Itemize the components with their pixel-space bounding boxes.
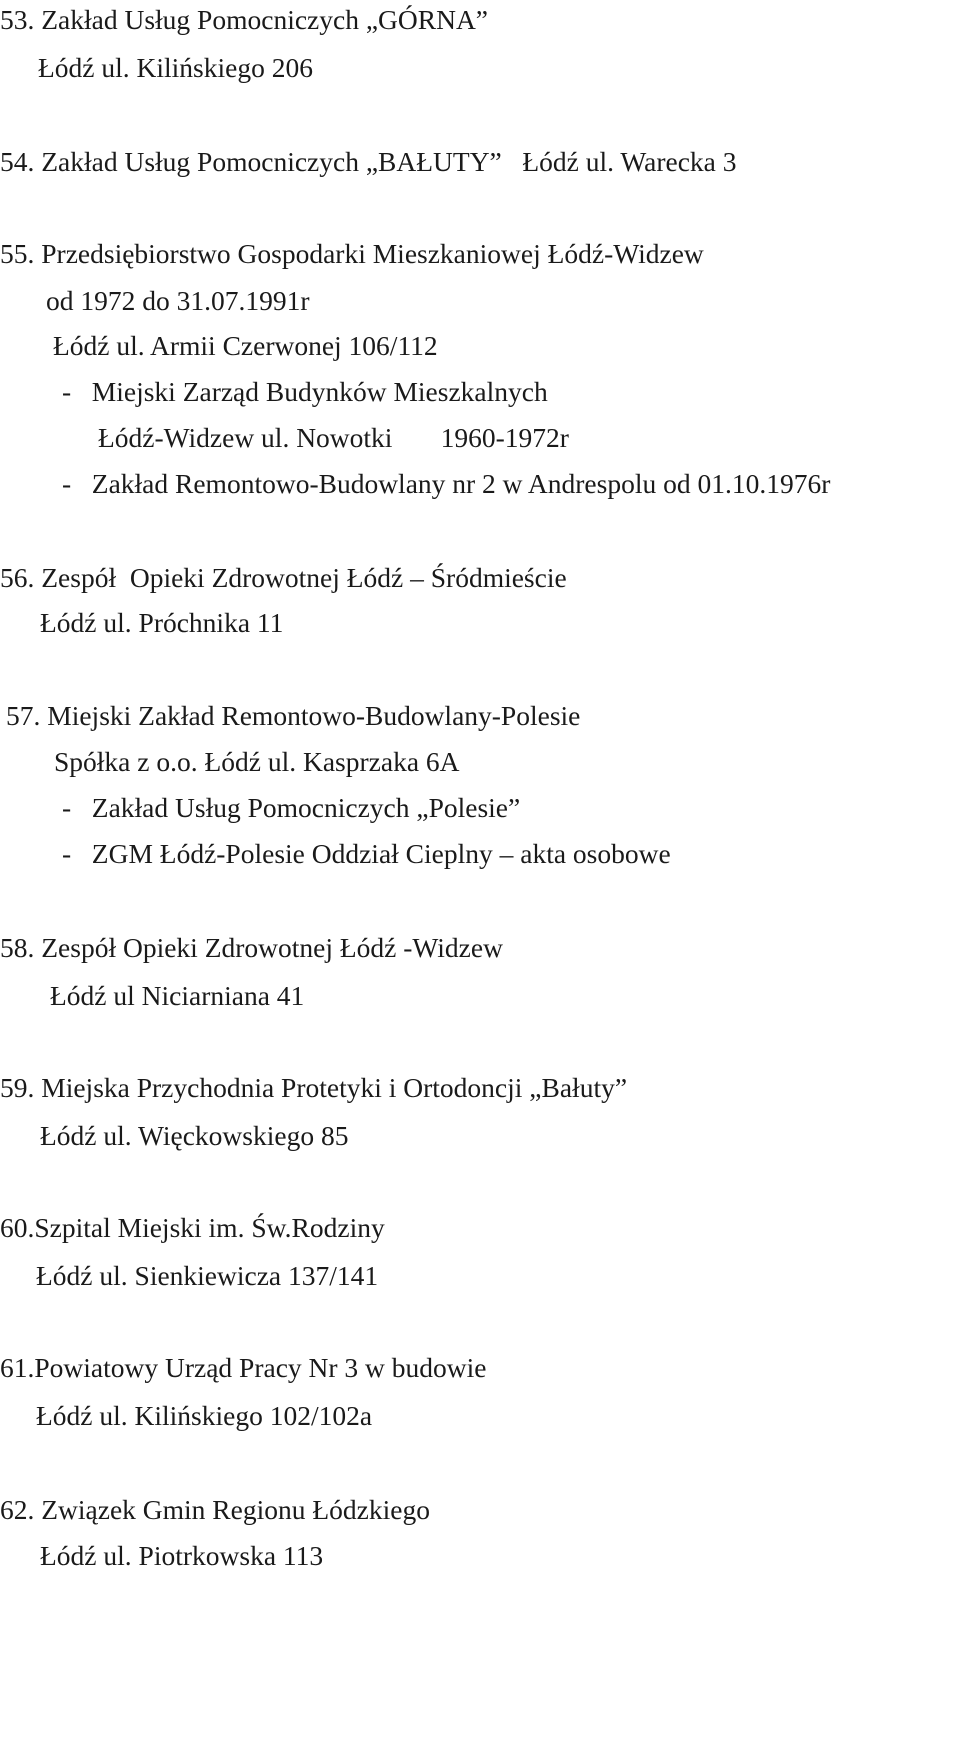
entry-55-sub-2: - Zakład Remontowo-Budowlany nr 2 w Andrespolu od 01.10.1976r [62,468,831,499]
entry-55-sub-1-address: Łódź-Widzew ul. Nowotki 1960-1972r [98,422,569,453]
entry-61-address: Łódź ul. Kilińskiego 102/102a [36,1400,373,1431]
entry-53-title: 53. Zakład Usług Pomocniczych „GÓRNA” [0,4,489,35]
entry-59-title: 59. Miejska Przychodnia Protetyki i Ortodoncji „Bałuty” [0,1072,628,1103]
entry-60-address: Łódź ul. Sienkiewicza 137/141 [36,1260,379,1291]
entry-53-address: Łódź ul. Kilińskiego 206 [38,52,313,83]
entry-60-title: 60.Szpital Miejski im. Św.Rodziny [0,1212,385,1243]
entry-56-title: 56. Zespół Opieki Zdrowotnej Łódź – Śródmieście [0,562,567,593]
entry-58-title: 58. Zespół Opieki Zdrowotnej Łódź -Widzew [0,932,503,963]
entry-55-period: od 1972 do 31.07.1991r [46,285,310,316]
entry-62-address: Łódź ul. Piotrkowska 113 [40,1540,324,1571]
entry-59-address: Łódź ul. Więckowskiego 85 [40,1120,349,1151]
entry-57-sub-1: - Zakład Usług Pomocniczych „Polesie” [62,792,521,823]
entry-57-address: Spółka z o.o. Łódź ul. Kasprzaka 6A [54,746,460,777]
entry-55-address: Łódź ul. Armii Czerwonej 106/112 [53,330,438,361]
entry-57-title: 57. Miejski Zakład Remontowo-Budowlany-Polesie [6,700,581,731]
entry-55-sub-1: - Miejski Zarząd Budynków Mieszkalnych [62,376,548,407]
entry-58-address: Łódź ul Niciarniana 41 [50,980,305,1011]
entry-54-title: 54. Zakład Usług Pomocniczych „BAŁUTY” Łódź ul. Warecka 3 [0,146,737,177]
entry-57-sub-2: - ZGM Łódź-Polesie Oddział Cieplny – akta osobowe [62,838,671,869]
entry-56-address: Łódź ul. Próchnika 11 [40,607,284,638]
entry-62-title: 62. Związek Gmin Regionu Łódzkiego [0,1494,430,1525]
entry-55-title: 55. Przedsiębiorstwo Gospodarki Mieszkaniowej Łódź-Widzew [0,238,704,269]
entry-61-title: 61.Powiatowy Urząd Pracy Nr 3 w budowie [0,1352,487,1383]
